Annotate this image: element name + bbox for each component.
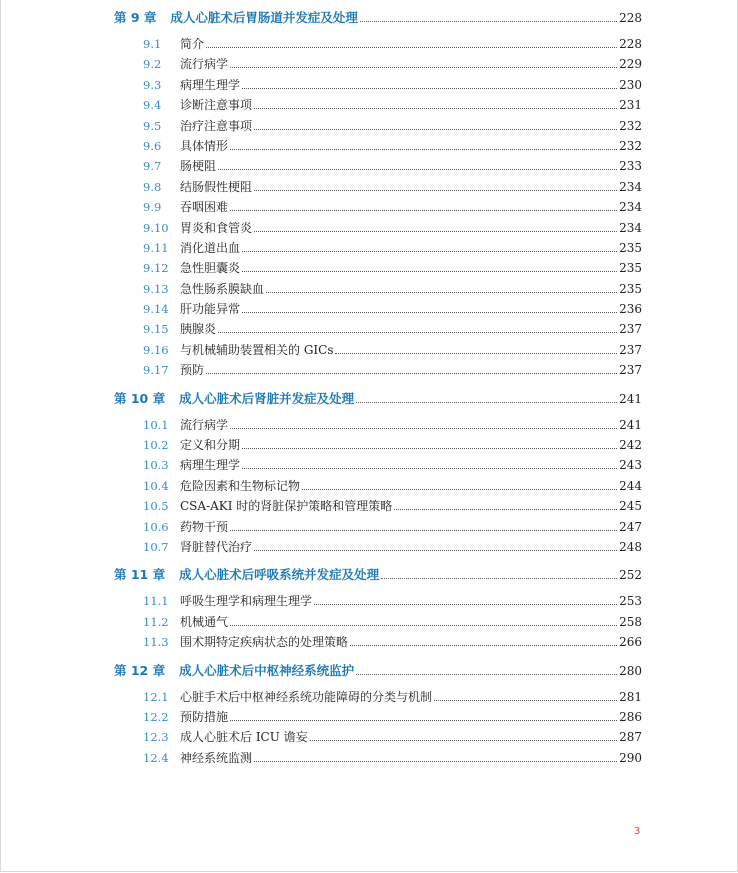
section-page-number: 287 bbox=[619, 730, 642, 745]
leader-dots bbox=[242, 251, 617, 252]
toc-entry[interactable] bbox=[114, 157, 642, 177]
section-title: 胰腺炎 bbox=[180, 322, 217, 337]
toc-entry[interactable] bbox=[114, 361, 642, 381]
toc-entry[interactable] bbox=[114, 592, 642, 612]
chapter-title: 成人心脏术后胃肠道并发症及处理 bbox=[170, 10, 358, 25]
leader-dots bbox=[242, 271, 617, 272]
chapter-page-number: 252 bbox=[619, 568, 642, 583]
section-title: CSA-AKI 时的肾脏保护策略和管理策略 bbox=[180, 499, 393, 514]
chapter-heading[interactable] bbox=[114, 389, 642, 409]
section-title: 围术期特定疾病状态的处理策略 bbox=[180, 635, 349, 650]
chapter-number: 第 11 章 bbox=[114, 567, 166, 583]
leader-dots bbox=[356, 674, 617, 675]
section-page-number: 244 bbox=[619, 478, 642, 493]
section-number: 9.12 bbox=[143, 261, 169, 276]
section-page-number: 235 bbox=[619, 240, 642, 255]
toc-entry[interactable] bbox=[114, 477, 642, 497]
section-title: 吞咽困难 bbox=[180, 200, 229, 215]
page-number: 3 bbox=[634, 826, 641, 837]
section-title: 心脏手术后中枢神经系统功能障碍的分类与机制 bbox=[180, 689, 433, 704]
section-page-number: 237 bbox=[619, 363, 642, 378]
leader-dots bbox=[230, 530, 617, 531]
toc-entry[interactable] bbox=[114, 55, 642, 75]
leader-dots bbox=[356, 402, 617, 403]
section-title: 预防措施 bbox=[180, 709, 229, 724]
section-page-number: 242 bbox=[619, 438, 642, 453]
toc-entry[interactable] bbox=[114, 117, 642, 137]
section-number: 9.3 bbox=[143, 77, 162, 92]
section-title: 预防 bbox=[180, 363, 205, 378]
section-page-number: 241 bbox=[619, 417, 642, 432]
chapter-page-number: 228 bbox=[619, 11, 642, 25]
section-page-number: 247 bbox=[619, 519, 642, 534]
section-number: 12.1 bbox=[143, 689, 169, 704]
section-number: 9.1 bbox=[143, 37, 162, 51]
section-page-number: 234 bbox=[619, 200, 642, 215]
section-number: 9.17 bbox=[143, 363, 169, 378]
leader-dots bbox=[254, 190, 617, 191]
section-page-number: 253 bbox=[619, 594, 642, 609]
section-number: 10.3 bbox=[143, 458, 169, 473]
toc-entry[interactable] bbox=[114, 76, 642, 96]
section-title: 危险因素和生物标记物 bbox=[180, 478, 301, 493]
section-number: 11.2 bbox=[143, 614, 169, 629]
chapter-heading[interactable] bbox=[114, 661, 642, 681]
section-page-number: 290 bbox=[619, 750, 642, 765]
toc-entry[interactable] bbox=[114, 320, 642, 340]
toc-entry[interactable] bbox=[114, 280, 642, 300]
toc-entry[interactable] bbox=[114, 96, 642, 116]
section-number: 11.1 bbox=[143, 594, 169, 609]
leader-dots bbox=[302, 489, 617, 490]
chapter-title: 成人心脏术后中枢神经系统监护 bbox=[179, 662, 355, 678]
section-page-number: 248 bbox=[619, 539, 642, 554]
chapter-number: 第 9 章 bbox=[114, 10, 157, 25]
toc-entry[interactable] bbox=[114, 239, 642, 259]
section-title: 急性胆囊炎 bbox=[180, 261, 241, 276]
section-number: 9.8 bbox=[143, 179, 162, 194]
section-number: 9.6 bbox=[143, 138, 162, 153]
leader-dots bbox=[218, 169, 617, 170]
section-page-number: 266 bbox=[619, 635, 642, 650]
leader-dots bbox=[242, 88, 617, 89]
section-title: 呼吸生理学和病理生理学 bbox=[180, 594, 313, 609]
leader-dots bbox=[230, 210, 617, 211]
section-number: 12.4 bbox=[143, 750, 169, 765]
chapter-number: 第 10 章 bbox=[114, 390, 166, 406]
section-title: 消化道出血 bbox=[180, 240, 241, 255]
leader-dots bbox=[310, 740, 617, 741]
section-page-number: 237 bbox=[619, 322, 642, 337]
section-title: 病理生理学 bbox=[180, 77, 241, 92]
section-title: 具体情形 bbox=[180, 138, 229, 153]
leader-dots bbox=[206, 373, 617, 374]
section-page-number: 233 bbox=[619, 159, 642, 174]
leader-dots bbox=[206, 47, 617, 48]
section-number: 9.10 bbox=[143, 220, 169, 235]
toc-entry[interactable] bbox=[114, 633, 642, 653]
section-title: 神经系统监测 bbox=[180, 750, 253, 765]
leader-dots bbox=[434, 700, 617, 701]
section-title: 治疗注意事项 bbox=[180, 118, 253, 133]
section-page-number: 228 bbox=[619, 37, 642, 51]
section-page-number: 234 bbox=[619, 220, 642, 235]
section-number: 9.9 bbox=[143, 200, 162, 215]
toc-entry[interactable] bbox=[114, 198, 642, 218]
section-title: 病理生理学 bbox=[180, 458, 241, 473]
table-of-contents bbox=[114, 8, 642, 769]
section-number: 10.2 bbox=[143, 438, 169, 453]
section-page-number: 236 bbox=[619, 302, 642, 317]
section-title: 肠梗阻 bbox=[180, 159, 217, 174]
section-number: 9.5 bbox=[143, 118, 162, 133]
leader-dots bbox=[218, 332, 617, 333]
chapter-page-number: 280 bbox=[619, 663, 642, 678]
leader-dots bbox=[230, 428, 617, 429]
section-title: 肾脏替代治疗 bbox=[180, 539, 253, 554]
section-title: 定义和分期 bbox=[180, 438, 241, 453]
section-title: 急性肠系膜缺血 bbox=[180, 281, 265, 296]
section-page-number: 258 bbox=[619, 614, 642, 629]
section-title: 与机械辅助装置相关的 GICs bbox=[180, 342, 334, 357]
leader-dots bbox=[381, 578, 617, 579]
section-number: 10.4 bbox=[143, 478, 169, 493]
section-page-number: 230 bbox=[619, 77, 642, 92]
section-number: 9.4 bbox=[143, 98, 162, 113]
toc-entry[interactable] bbox=[114, 497, 642, 517]
section-number: 12.3 bbox=[143, 730, 169, 745]
section-number: 9.13 bbox=[143, 281, 169, 296]
leader-dots bbox=[254, 550, 617, 551]
toc-entry[interactable] bbox=[114, 300, 642, 320]
section-title: 药物干预 bbox=[180, 519, 229, 534]
toc-entry[interactable] bbox=[114, 259, 642, 279]
chapter-page-number: 241 bbox=[619, 391, 642, 406]
leader-dots bbox=[314, 604, 617, 605]
leader-dots bbox=[230, 720, 617, 721]
section-page-number: 232 bbox=[619, 118, 642, 133]
toc-entry[interactable] bbox=[114, 688, 642, 708]
section-page-number: 235 bbox=[619, 261, 642, 276]
section-page-number: 281 bbox=[619, 689, 642, 704]
toc-entry[interactable] bbox=[114, 341, 642, 361]
toc-entry[interactable] bbox=[114, 538, 642, 558]
section-number: 9.7 bbox=[143, 159, 162, 174]
toc-entry[interactable] bbox=[114, 613, 642, 633]
section-number: 9.11 bbox=[143, 240, 169, 255]
section-page-number: 232 bbox=[619, 138, 642, 153]
toc-entry[interactable] bbox=[114, 518, 642, 538]
chapter-heading[interactable] bbox=[114, 565, 642, 585]
section-page-number: 286 bbox=[619, 709, 642, 724]
leader-dots bbox=[230, 67, 617, 68]
section-title: 成人心脏术后 ICU 谵妄 bbox=[180, 730, 308, 745]
leader-dots bbox=[254, 231, 617, 232]
leader-dots bbox=[230, 149, 617, 150]
leader-dots bbox=[242, 468, 617, 469]
section-page-number: 229 bbox=[619, 57, 642, 72]
section-title: 肝功能异常 bbox=[180, 302, 241, 317]
section-number: 10.5 bbox=[143, 499, 169, 514]
toc-entry[interactable] bbox=[114, 436, 642, 456]
section-number: 10.6 bbox=[143, 519, 169, 534]
leader-dots bbox=[254, 129, 617, 130]
section-page-number: 237 bbox=[619, 342, 642, 357]
chapter-title: 成人心脏术后肾脏并发症及处理 bbox=[179, 390, 355, 406]
leader-dots bbox=[360, 21, 617, 22]
toc-entry[interactable] bbox=[114, 749, 642, 769]
section-title: 结肠假性梗阻 bbox=[180, 179, 253, 194]
section-page-number: 234 bbox=[619, 179, 642, 194]
leader-dots bbox=[335, 353, 617, 354]
leader-dots bbox=[242, 448, 617, 449]
section-number: 10.7 bbox=[143, 539, 169, 554]
section-number: 9.2 bbox=[143, 57, 162, 72]
section-number: 9.15 bbox=[143, 322, 169, 337]
section-title: 机械通气 bbox=[180, 614, 229, 629]
section-title: 胃炎和食管炎 bbox=[180, 220, 253, 235]
leader-dots bbox=[350, 645, 617, 646]
leader-dots bbox=[254, 761, 617, 762]
leader-dots bbox=[230, 625, 617, 626]
section-page-number: 235 bbox=[619, 281, 642, 296]
section-page-number: 245 bbox=[619, 499, 642, 514]
section-number: 11.3 bbox=[143, 635, 169, 650]
section-page-number: 243 bbox=[619, 458, 642, 473]
section-number: 9.14 bbox=[143, 302, 169, 317]
section-number: 12.2 bbox=[143, 709, 169, 724]
section-title: 流行病学 bbox=[180, 57, 229, 72]
leader-dots bbox=[242, 312, 617, 313]
section-number: 10.1 bbox=[143, 417, 169, 432]
toc-entry[interactable] bbox=[114, 35, 642, 55]
chapter-title: 成人心脏术后呼吸系统并发症及处理 bbox=[179, 567, 380, 583]
section-title: 简介 bbox=[180, 37, 205, 51]
section-page-number: 231 bbox=[619, 98, 642, 113]
toc-entry[interactable] bbox=[114, 416, 642, 436]
chapter-number: 第 12 章 bbox=[114, 662, 166, 678]
leader-dots bbox=[254, 108, 617, 109]
toc-entry[interactable] bbox=[114, 178, 642, 198]
section-title: 流行病学 bbox=[180, 417, 229, 432]
toc-entry[interactable] bbox=[114, 708, 642, 728]
toc-entry[interactable] bbox=[114, 728, 642, 748]
leader-dots bbox=[394, 509, 617, 510]
toc-entry[interactable] bbox=[114, 137, 642, 157]
section-number: 9.16 bbox=[143, 342, 169, 357]
leader-dots bbox=[266, 292, 617, 293]
toc-entry[interactable] bbox=[114, 219, 642, 239]
toc-entry[interactable] bbox=[114, 456, 642, 476]
section-title: 诊断注意事项 bbox=[180, 98, 253, 113]
chapter-heading[interactable] bbox=[114, 8, 642, 28]
